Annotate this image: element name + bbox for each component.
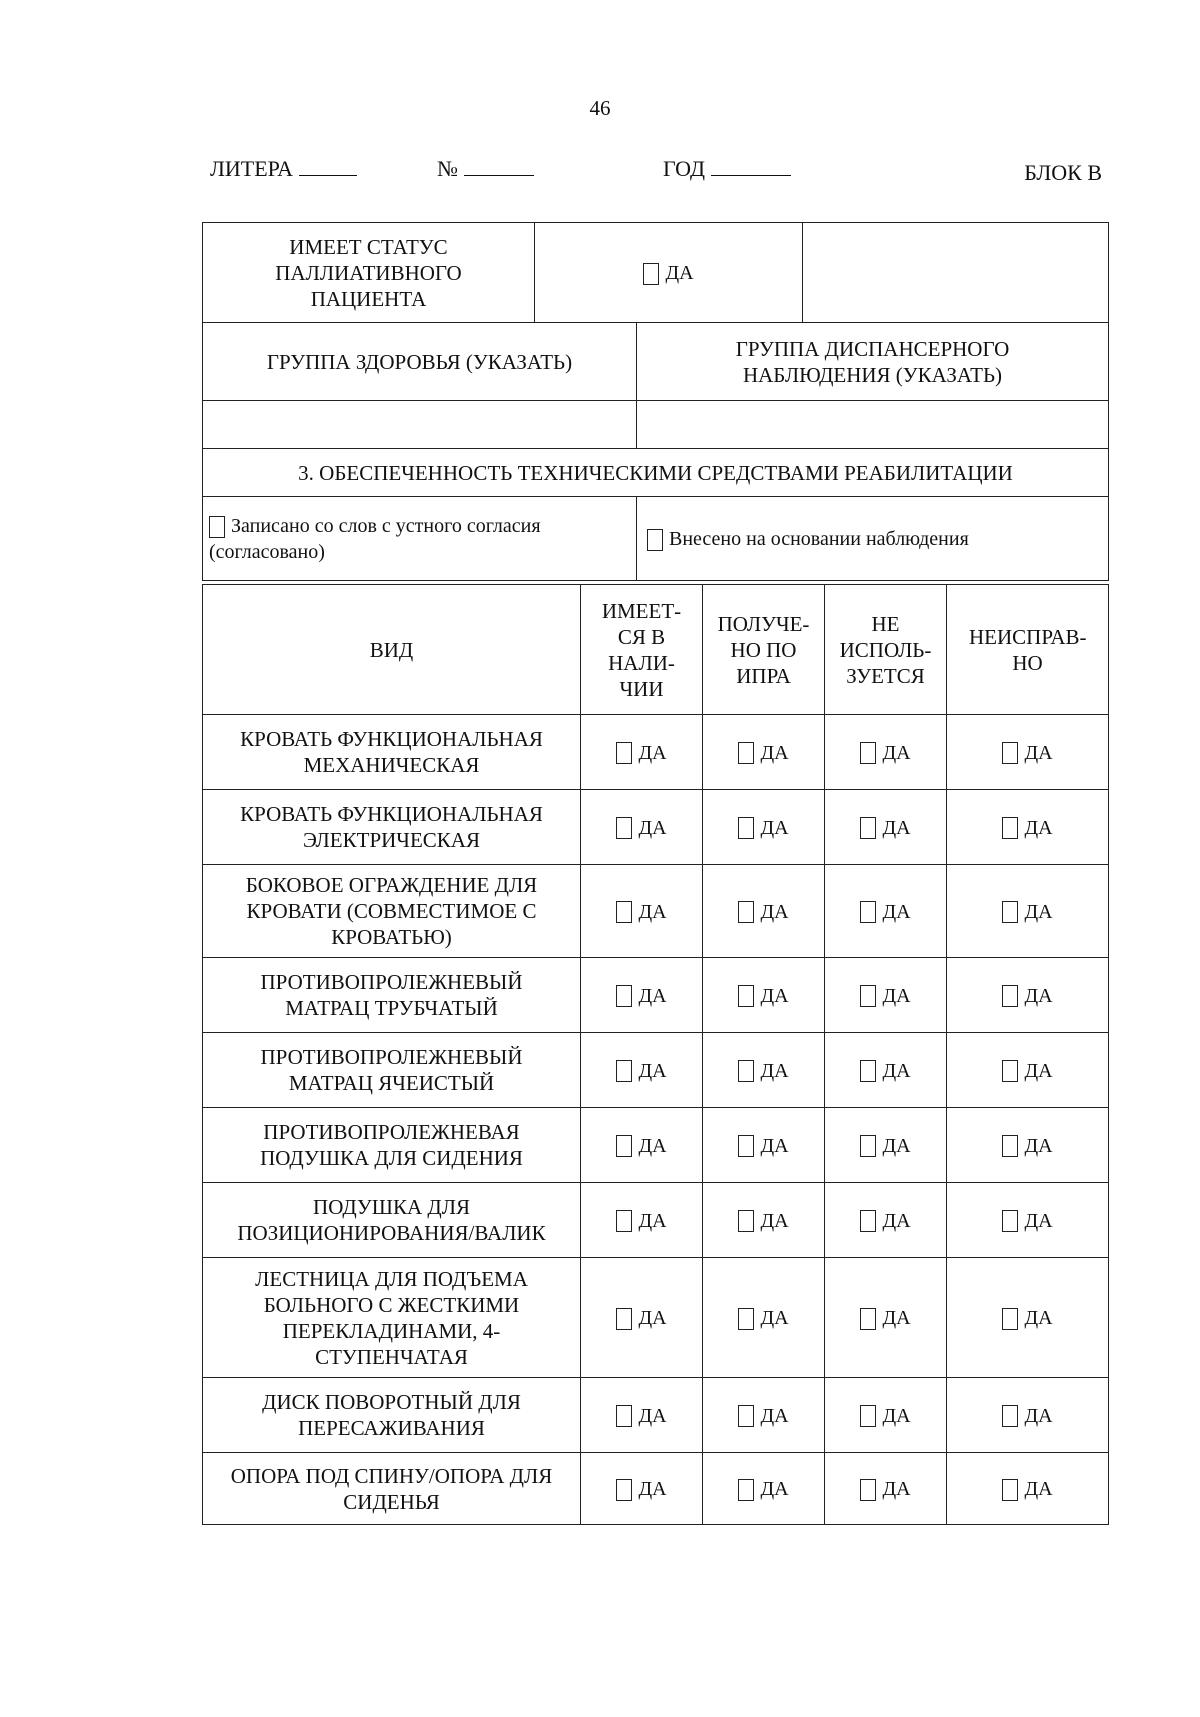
yes-label: ДА [638, 1478, 667, 1501]
cell-faulty [947, 1108, 1109, 1183]
dispensary-group-label: ГРУППА ДИСПАНСЕРНОГО НАБЛЮДЕНИЯ (УКАЗАТЬ) [637, 323, 1109, 401]
top-block [202, 222, 1109, 581]
cell-received [703, 790, 825, 865]
faulty-checkbox[interactable] [1002, 1060, 1018, 1082]
column-header-unused: НЕ ИСПОЛЬ-ЗУЕТСЯ [825, 585, 947, 715]
yes-label: ДА [882, 742, 911, 765]
unused-checkbox[interactable] [860, 1135, 876, 1157]
cell-received [703, 1378, 825, 1453]
cell-available [581, 1183, 703, 1258]
equipment-table [202, 584, 1109, 1525]
yes-label: ДА [638, 742, 667, 765]
unused-checkbox[interactable] [860, 1308, 876, 1330]
cell-faulty [947, 790, 1109, 865]
yes-label: ДА [882, 1307, 911, 1330]
yes-label: ДА [882, 1135, 911, 1158]
yes-label: ДА [882, 901, 911, 924]
unused-checkbox[interactable] [860, 742, 876, 764]
yes-label: ДА [1024, 901, 1053, 924]
unused-checkbox[interactable] [860, 817, 876, 839]
cell-received [703, 1108, 825, 1183]
table-row [203, 865, 1109, 958]
faulty-checkbox[interactable] [1002, 1308, 1018, 1330]
cell-available [581, 790, 703, 865]
yes-label: ДА [882, 1210, 911, 1233]
yes-label: ДА [760, 1135, 789, 1158]
table-row [203, 1033, 1109, 1108]
cell-unused [825, 1183, 947, 1258]
unused-checkbox[interactable] [860, 985, 876, 1007]
cell-unused [825, 958, 947, 1033]
unused-checkbox[interactable] [860, 1210, 876, 1232]
equipment-name: ЛЕСТНИЦА ДЛЯ ПОДЪЕМА БОЛЬНОГО С ЖЕСТКИМИ ПЕРЕКЛАДИНАМИ, 4-СТУПЕНЧАТАЯ [203, 1258, 581, 1378]
cell-faulty [947, 1183, 1109, 1258]
equipment-name: ДИСК ПОВОРОТНЫЙ ДЛЯ ПЕРЕСАЖИВАНИЯ [203, 1378, 581, 1453]
received-checkbox[interactable] [738, 742, 754, 764]
cell-available [581, 1258, 703, 1378]
cell-received [703, 1258, 825, 1378]
available-checkbox[interactable] [616, 1210, 632, 1232]
column-header-available: ИМЕЕТ-СЯ В НАЛИ-ЧИИ [581, 585, 703, 715]
cell-unused [825, 1258, 947, 1378]
yes-label: ДА [760, 985, 789, 1008]
available-checkbox[interactable] [616, 1135, 632, 1157]
yes-label: ДА [1024, 1135, 1053, 1158]
faulty-checkbox[interactable] [1002, 1405, 1018, 1427]
yes-label: ДА [760, 1060, 789, 1083]
cell-received [703, 865, 825, 958]
equipment-name: БОКОВОЕ ОГРАЖДЕНИЕ ДЛЯ КРОВАТИ (СОВМЕСТИМОЕ С КРОВАТЬЮ) [203, 865, 581, 958]
cell-faulty [947, 958, 1109, 1033]
yes-label: ДА [882, 985, 911, 1008]
cell-received [703, 1183, 825, 1258]
observation-option [637, 497, 1109, 581]
unused-checkbox[interactable] [860, 901, 876, 923]
palliative-checkbox[interactable] [643, 263, 659, 285]
equipment-name: КРОВАТЬ ФУНКЦИОНАЛЬНАЯ МЕХАНИЧЕСКАЯ [203, 715, 581, 790]
cell-faulty [947, 1033, 1109, 1108]
table-row [203, 790, 1109, 865]
consent-oral-checkbox[interactable] [209, 516, 225, 538]
available-checkbox[interactable] [616, 1060, 632, 1082]
unused-checkbox[interactable] [860, 1405, 876, 1427]
faulty-checkbox[interactable] [1002, 1479, 1018, 1501]
cell-unused [825, 1033, 947, 1108]
cell-available [581, 715, 703, 790]
consent-oral-label: Записано со слов с устного согласия (согласовано) [209, 514, 541, 563]
cell-received [703, 958, 825, 1033]
table-row [203, 1258, 1109, 1378]
received-checkbox[interactable] [738, 1210, 754, 1232]
faulty-checkbox[interactable] [1002, 817, 1018, 839]
equipment-name: ПРОТИВОПРОЛЕЖНЕВАЯ ПОДУШКА ДЛЯ СИДЕНИЯ [203, 1108, 581, 1183]
table-row [203, 715, 1109, 790]
yes-label: ДА [638, 817, 667, 840]
cell-available [581, 1108, 703, 1183]
yes-label: ДА [638, 1405, 667, 1428]
available-checkbox[interactable] [616, 817, 632, 839]
yes-label: ДА [638, 1307, 667, 1330]
yes-label: ДА [760, 1478, 789, 1501]
block-label: БЛОК В [1024, 160, 1102, 185]
equipment-name: ПОДУШКА ДЛЯ ПОЗИЦИОНИРОВАНИЯ/ВАЛИК [203, 1183, 581, 1258]
yes-label: ДА [760, 817, 789, 840]
yes-label: ДА [760, 742, 789, 765]
yes-label: ДА [1024, 1405, 1053, 1428]
cell-received [703, 1033, 825, 1108]
yes-label: ДА [760, 901, 789, 924]
cell-faulty [947, 865, 1109, 958]
observation-checkbox[interactable] [647, 529, 663, 551]
column-header-faulty: НЕИСПРАВ-НО [947, 585, 1109, 715]
available-checkbox[interactable] [616, 1479, 632, 1501]
year-field [663, 155, 791, 182]
yes-label: ДА [1024, 1210, 1053, 1233]
page-number: 46 [589, 96, 611, 120]
number-field [437, 155, 534, 182]
yes-label: ДА [1024, 1060, 1053, 1083]
litera-label: ЛИТЕРА [210, 156, 293, 181]
year-blank[interactable] [711, 155, 791, 176]
cell-received [703, 1453, 825, 1525]
equipment-name: ПРОТИВОПРОЛЕЖНЕВЫЙ МАТРАЦ ТРУБЧАТЫЙ [203, 958, 581, 1033]
yes-label: ДА [638, 1210, 667, 1233]
yes-label: ДА [638, 1060, 667, 1083]
received-checkbox[interactable] [738, 1060, 754, 1082]
available-checkbox[interactable] [616, 1308, 632, 1330]
yes-label: ДА [638, 901, 667, 924]
cell-faulty [947, 1258, 1109, 1378]
cell-available [581, 1378, 703, 1453]
equipment-name: ПРОТИВОПРОЛЕЖНЕВЫЙ МАТРАЦ ЯЧЕИСТЫЙ [203, 1033, 581, 1108]
received-checkbox[interactable] [738, 817, 754, 839]
received-checkbox[interactable] [738, 1308, 754, 1330]
section-3-title: 3. ОБЕСПЕЧЕННОСТЬ ТЕХНИЧЕСКИМИ СРЕДСТВАМИ РЕАБИЛИТАЦИИ [203, 449, 1109, 497]
received-checkbox[interactable] [738, 1405, 754, 1427]
cell-unused [825, 1108, 947, 1183]
yes-label: ДА [1024, 985, 1053, 1008]
faulty-checkbox[interactable] [1002, 985, 1018, 1007]
faulty-checkbox[interactable] [1002, 901, 1018, 923]
table-row [203, 1378, 1109, 1453]
unused-checkbox[interactable] [860, 1060, 876, 1082]
received-checkbox[interactable] [738, 985, 754, 1007]
cell-unused [825, 715, 947, 790]
table-row [203, 1453, 1109, 1525]
available-checkbox[interactable] [616, 742, 632, 764]
litera-blank[interactable] [299, 155, 357, 176]
received-checkbox[interactable] [738, 1135, 754, 1157]
litera-field [210, 155, 357, 182]
yes-label: ДА [882, 817, 911, 840]
equipment-rows [203, 715, 1109, 1525]
column-header-received: ПОЛУЧЕ-НО ПО ИПРА [703, 585, 825, 715]
cell-available [581, 958, 703, 1033]
consent-oral-option [203, 497, 637, 581]
yes-label: ДА [1024, 1307, 1053, 1330]
yes-label: ДА [1024, 1478, 1053, 1501]
cell-faulty [947, 1453, 1109, 1525]
faulty-checkbox[interactable] [1002, 1210, 1018, 1232]
yes-label: ДА [638, 1135, 667, 1158]
cell-unused [825, 865, 947, 958]
number-blank[interactable] [464, 155, 534, 176]
dispensary-group-input[interactable] [637, 401, 1109, 449]
yes-label: ДА [882, 1405, 911, 1428]
table-row [203, 1183, 1109, 1258]
observation-label: Внесено на основании наблюдения [669, 527, 969, 550]
cell-unused [825, 1453, 947, 1525]
cell-available [581, 1453, 703, 1525]
table-row [203, 958, 1109, 1033]
table-row [203, 1108, 1109, 1183]
year-label: ГОД [663, 156, 705, 181]
palliative-empty-cell [803, 223, 1109, 323]
equipment-name: КРОВАТЬ ФУНКЦИОНАЛЬНАЯ ЭЛЕКТРИЧЕСКАЯ [203, 790, 581, 865]
yes-label: ДА [760, 1405, 789, 1428]
received-checkbox[interactable] [738, 1479, 754, 1501]
yes-label: ДА [1024, 742, 1053, 765]
cell-unused [825, 1378, 947, 1453]
yes-label: ДА [760, 1307, 789, 1330]
health-group-input[interactable] [203, 401, 637, 449]
palliative-option [535, 223, 803, 323]
cell-received [703, 715, 825, 790]
cell-available [581, 865, 703, 958]
equipment-name: ОПОРА ПОД СПИНУ/ОПОРА ДЛЯ СИДЕНЬЯ [203, 1453, 581, 1525]
health-group-label: ГРУППА ЗДОРОВЬЯ (УКАЗАТЬ) [203, 323, 637, 401]
cell-faulty [947, 1378, 1109, 1453]
yes-label: ДА [882, 1060, 911, 1083]
unused-checkbox[interactable] [860, 1479, 876, 1501]
cell-faulty [947, 715, 1109, 790]
cell-unused [825, 790, 947, 865]
available-checkbox[interactable] [616, 985, 632, 1007]
palliative-yes-label: ДА [665, 262, 694, 285]
cell-available [581, 1033, 703, 1108]
available-checkbox[interactable] [616, 901, 632, 923]
faulty-checkbox[interactable] [1002, 742, 1018, 764]
yes-label: ДА [638, 985, 667, 1008]
faulty-checkbox[interactable] [1002, 1135, 1018, 1157]
yes-label: ДА [1024, 817, 1053, 840]
palliative-label: ИМЕЕТ СТАТУС ПАЛЛИАТИВНОГО ПАЦИЕНТА [203, 223, 535, 323]
column-header-type: ВИД [203, 585, 581, 715]
yes-label: ДА [760, 1210, 789, 1233]
number-label: № [437, 156, 458, 181]
available-checkbox[interactable] [616, 1405, 632, 1427]
received-checkbox[interactable] [738, 901, 754, 923]
yes-label: ДА [882, 1478, 911, 1501]
